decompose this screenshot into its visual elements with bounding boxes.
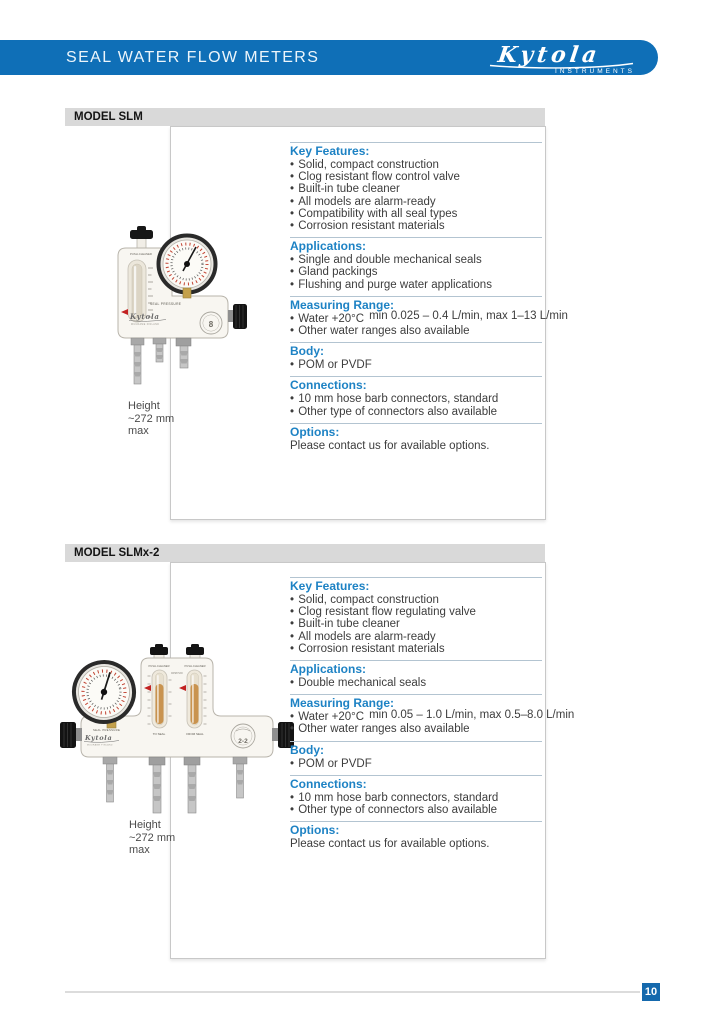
kytola-logo <box>478 42 643 75</box>
footer-rule <box>65 991 640 993</box>
bullet-glyph: • <box>290 183 298 196</box>
bullet-glyph: • <box>290 642 298 655</box>
spec-item: • Other water ranges also available <box>290 723 470 736</box>
spec-item: • Built-in tube cleaner <box>290 183 400 196</box>
spec-item: • Clog resistant flow control valve <box>290 171 460 184</box>
spec-heading: Options: <box>290 424 340 439</box>
spec-heading: Body: <box>290 742 324 757</box>
model-name: MODEL SLM <box>74 111 143 123</box>
spec-item: • Flushing and purge water applications <box>290 278 492 291</box>
bullet-glyph: • <box>290 278 298 291</box>
spec-item: • Solid, compact construction <box>290 159 439 171</box>
model-slm-title-bar <box>65 108 545 126</box>
badge-number: 8 <box>208 320 214 329</box>
slm-spec-list <box>290 142 568 457</box>
bullet-glyph: • <box>290 171 298 184</box>
spec-block <box>290 342 542 376</box>
bullet-glyph: • <box>290 312 298 325</box>
bullet-glyph: • <box>290 606 298 619</box>
spec-item: • Gland packings <box>290 266 378 279</box>
measuring-range-value: min 0.025 – 0.4 L/min, max 1–13 L/min <box>369 310 568 323</box>
page-number-badge: 10 <box>642 983 660 1001</box>
spec-block <box>290 142 542 237</box>
bullet-glyph: • <box>290 804 298 817</box>
glass-highlight <box>134 266 136 316</box>
spec-heading: Measuring Range: <box>290 297 395 312</box>
bullet-glyph: • <box>290 254 298 267</box>
slm-height-caption <box>128 400 174 438</box>
spec-block <box>290 296 568 342</box>
spec-heading: Measuring Range: <box>290 696 395 711</box>
spec-block <box>290 376 542 422</box>
bullet-glyph: • <box>290 594 298 606</box>
bullet-glyph: • <box>290 711 298 724</box>
spec-item: • Clog resistant flow regulating valve <box>290 606 476 619</box>
origin-label: MUURAME FINLAND <box>87 744 113 747</box>
bullet-glyph: • <box>290 159 298 171</box>
spec-block <box>290 423 542 457</box>
spec-item: • Corrosion resistant materials <box>290 220 445 233</box>
spec-block <box>290 741 542 775</box>
push-cleaner-label-left: PUSH-CLEANER <box>148 665 170 668</box>
spec-item: • 10 mm hose barb connectors, standard <box>290 791 499 804</box>
push-cleaner-label-right: PUSH-CLEANER <box>184 665 206 668</box>
slmx2-product-image <box>57 644 297 818</box>
spec-item: • All models are alarm-ready <box>290 630 436 643</box>
spec-item: • Double mechanical seals <box>290 677 427 690</box>
spec-item: • Compatibility with all seal types <box>290 207 458 220</box>
caption-line: ~272 mm <box>128 412 175 425</box>
bullet-glyph: • <box>290 325 298 338</box>
spec-item: Please contact us for available options. <box>290 439 490 452</box>
spec-item: • Corrosion resistant materials <box>290 642 445 655</box>
spec-item: • Other type of connectors also available <box>290 804 498 817</box>
hose-barb-connectors <box>131 338 191 384</box>
flow-tube-glass <box>132 264 142 318</box>
spec-heading: Body: <box>290 344 324 359</box>
bullet-glyph: • <box>290 207 298 220</box>
spec-block <box>290 660 542 694</box>
bullet-glyph: • <box>290 393 298 406</box>
caption-line: max <box>129 844 150 856</box>
spec-item: • POM or PVDF <box>290 359 372 372</box>
spec-heading: Applications: <box>290 239 367 254</box>
spec-item: • POM or PVDF <box>290 757 372 770</box>
caption-line: max <box>128 425 149 437</box>
bullet-glyph: • <box>290 405 298 418</box>
from-seal-label: FROM SEAL <box>186 732 204 736</box>
spec-block <box>290 821 542 855</box>
bullet-glyph: • <box>290 220 298 233</box>
caption-line: Height <box>128 400 160 412</box>
caption-line: Height <box>129 819 161 831</box>
spec-item: • Other water ranges also available <box>290 325 470 338</box>
spec-block <box>290 775 542 821</box>
slmx2-height-caption <box>129 819 175 857</box>
spec-item: • Built-in tube cleaner <box>290 618 400 631</box>
spec-heading: Connections: <box>290 776 367 791</box>
pressure-gauge <box>159 236 216 293</box>
spec-block <box>290 577 542 660</box>
spec-block <box>290 694 575 740</box>
bullet-glyph: • <box>290 195 298 208</box>
slmx2-spec-list <box>290 577 575 855</box>
brand-subtitle-text: INSTRUMENTS <box>555 68 635 75</box>
bullet-glyph: • <box>290 266 298 279</box>
bullet-glyph: • <box>290 677 298 690</box>
body-brand-script: Kytola <box>85 734 113 742</box>
seal-pressure-label: SEAL PRESSURE <box>93 728 121 732</box>
gauge-fitting <box>183 288 191 298</box>
spec-item: • Solid, compact construction <box>290 594 439 606</box>
measuring-range-value: min 0.05 – 1.0 L/min, max 0.5–8.0 L/min <box>369 708 575 721</box>
body-brand-script: Kytola <box>130 312 160 321</box>
spec-item: • Single and double mechanical seals <box>290 254 482 267</box>
bullet-glyph: • <box>290 791 298 804</box>
center-label: DPM H2O <box>171 672 183 675</box>
brand-name-text: Kytola <box>496 42 603 68</box>
spec-heading: Options: <box>290 823 340 838</box>
bullet-glyph: • <box>290 723 298 736</box>
spec-item: • Other type of connectors also available <box>290 405 498 418</box>
push-cleaner-label: PUSH-CLEANER <box>130 252 152 256</box>
model-name: MODEL SLMx-2 <box>74 547 160 559</box>
push-cleaner-knob <box>137 226 146 232</box>
spec-heading: Connections: <box>290 378 367 393</box>
spec-item: • 10 mm hose barb connectors, standard <box>290 393 499 406</box>
spec-item: Please contact us for available options. <box>290 838 490 851</box>
bullet-glyph: • <box>290 757 298 770</box>
bullet-glyph: • <box>290 618 298 631</box>
spec-heading: Applications: <box>290 662 367 677</box>
header-banner <box>0 40 658 75</box>
flow-control-knob <box>228 304 247 329</box>
origin-label: MUURAME FINLAND <box>131 324 160 326</box>
spec-item: • All models are alarm-ready <box>290 195 436 208</box>
spec-item: • Water +20°C min 0.05 – 1.0 L/min, max 0.5–8.0 L/min <box>290 708 575 724</box>
seal-pressure-label: SEAL PRESSURE <box>150 302 182 306</box>
bullet-glyph: • <box>290 359 298 372</box>
model-slmx2-title-bar <box>65 544 545 562</box>
spec-heading: Key Features: <box>290 144 370 158</box>
page-title: SEAL WATER FLOW METERS <box>66 49 320 66</box>
hose-barb-connectors <box>103 757 247 813</box>
spec-block <box>290 237 542 296</box>
caption-line: ~272 mm <box>129 831 176 844</box>
spec-item: • Water +20°C min 0.025 – 0.4 L/min, max 1–13 L/min <box>290 310 568 325</box>
to-seal-label: TO SEAL <box>152 732 166 736</box>
spec-heading: Key Features: <box>290 579 370 593</box>
badge-number: 2-2 <box>238 738 248 745</box>
slm-product-image <box>92 226 250 398</box>
bullet-glyph: • <box>290 630 298 643</box>
